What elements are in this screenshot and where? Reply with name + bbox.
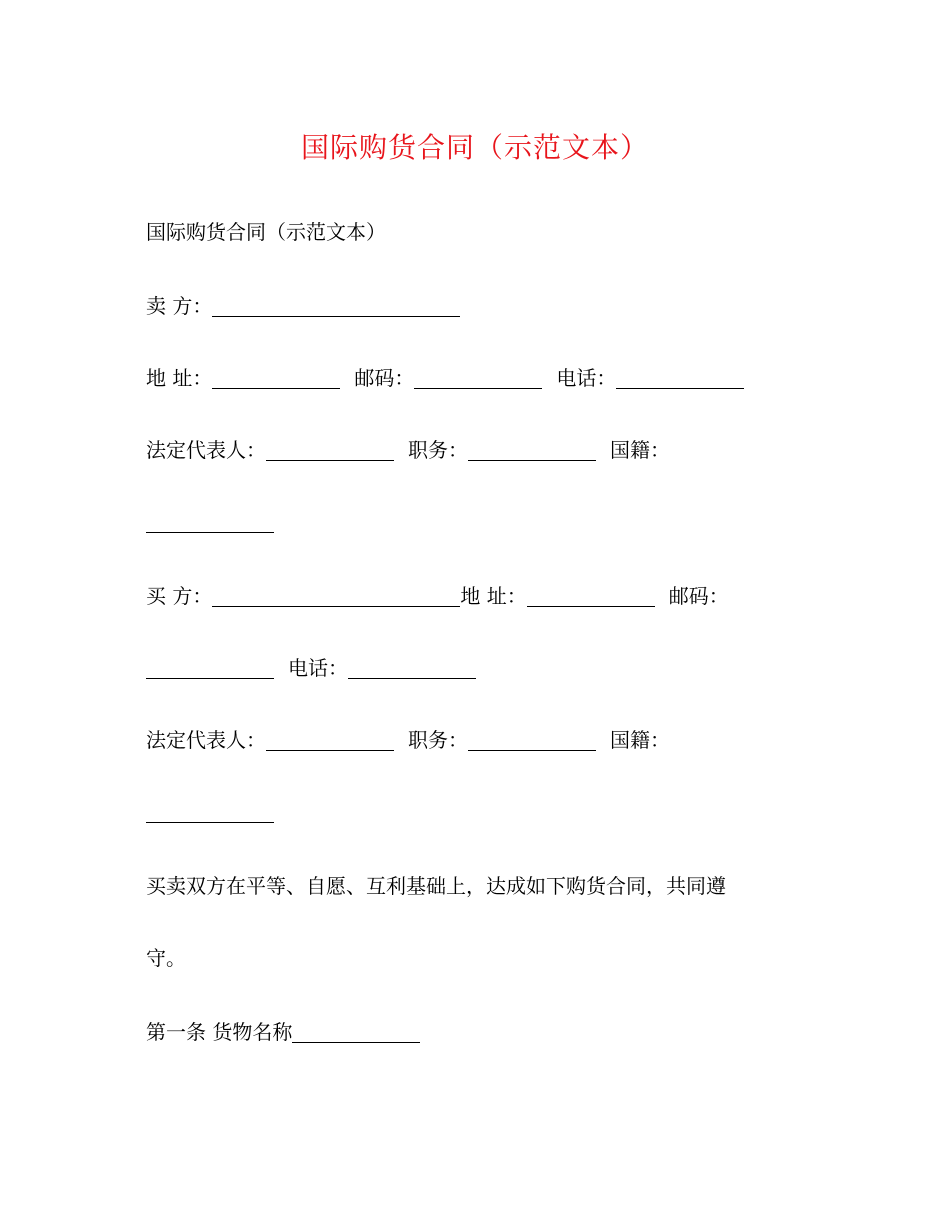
seller-postcode-label: 邮码： <box>354 366 415 390</box>
subtitle-text: 国际购货合同（示范文本） <box>146 220 386 244</box>
buyer-legal-rep-label: 法定代表人： <box>146 728 266 752</box>
seller-position-field[interactable] <box>468 440 596 461</box>
buyer-address-field[interactable] <box>527 586 655 607</box>
document-subtitle <box>146 218 386 246</box>
document-title: 国际购货合同（示范文本） <box>300 131 649 164</box>
article-1-line <box>146 1018 420 1046</box>
seller-address-label: 地 址： <box>146 366 213 390</box>
buyer-phone-field[interactable] <box>348 658 476 679</box>
seller-position-label: 职务： <box>408 438 468 462</box>
buyer-legal-rep-field[interactable] <box>266 730 394 751</box>
seller-line <box>146 292 460 320</box>
buyer-label: 买 方： <box>146 584 213 608</box>
seller-nationality-line <box>146 508 274 536</box>
buyer-phone-label: 电话： <box>288 656 348 680</box>
seller-legal-rep-label: 法定代表人： <box>146 438 266 462</box>
buyer-position-field[interactable] <box>468 730 596 751</box>
preamble-text-2: 守。 <box>146 946 186 970</box>
buyer-postcode-field[interactable] <box>146 658 274 679</box>
seller-contact-line <box>146 364 744 392</box>
buyer-postcode-label: 邮码： <box>668 584 729 608</box>
seller-name-field[interactable] <box>212 296 460 317</box>
buyer-line <box>146 582 729 610</box>
buyer-rep-line <box>146 726 670 754</box>
seller-postcode-field[interactable] <box>414 368 542 389</box>
seller-phone-field[interactable] <box>616 368 744 389</box>
seller-legal-rep-field[interactable] <box>266 440 394 461</box>
seller-address-field[interactable] <box>212 368 340 389</box>
seller-phone-label: 电话： <box>556 366 617 390</box>
buyer-nationality-line <box>146 798 274 826</box>
seller-nationality-field[interactable] <box>146 512 274 533</box>
buyer-contact-line <box>146 654 476 682</box>
preamble-line-1 <box>146 872 726 900</box>
buyer-address-label: 地 址： <box>460 584 527 608</box>
article-1-label: 第一条 货物名称 <box>146 1020 293 1044</box>
preamble-text-1: 买卖双方在平等、自愿、互利基础上，达成如下购货合同，共同遵 <box>146 874 726 898</box>
buyer-nationality-field[interactable] <box>146 802 274 823</box>
seller-rep-line <box>146 436 670 464</box>
buyer-nationality-label: 国籍： <box>610 728 670 752</box>
seller-label: 卖 方： <box>146 294 213 318</box>
preamble-line-2 <box>146 944 186 972</box>
goods-name-field[interactable] <box>292 1022 420 1043</box>
seller-nationality-label: 国籍： <box>610 438 670 462</box>
buyer-position-label: 职务： <box>408 728 468 752</box>
buyer-name-field[interactable] <box>212 586 460 607</box>
